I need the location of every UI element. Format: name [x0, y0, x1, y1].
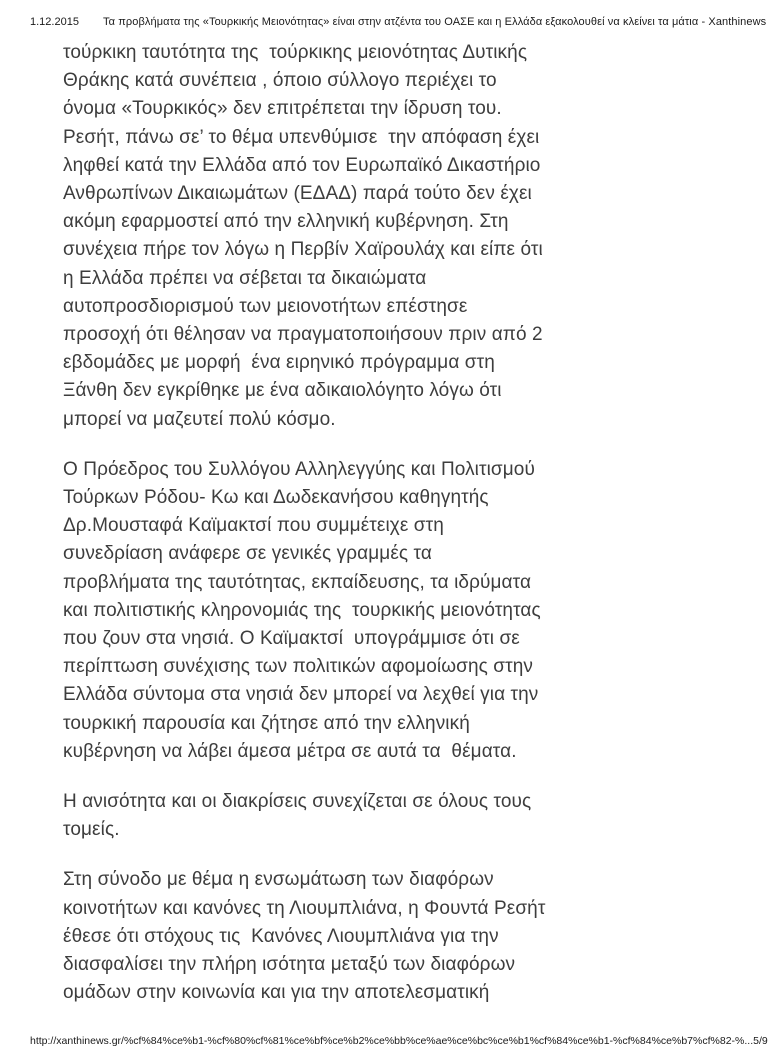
text-line: εβδομάδες με μορφή ένα ειρηνικό πρόγραμμα στη	[63, 352, 495, 374]
text-line: διασφαλίσει την πλήρη ισότητα μεταξύ των διαφόρων	[63, 954, 516, 976]
print-header	[30, 16, 767, 30]
footer-page-number: 5/9	[753, 1035, 768, 1047]
text-line: Ξάνθη δεν εγκρίθηκε με ένα αδικαιολόγητο λόγω ότι	[63, 380, 502, 402]
text-line: τομείς.	[63, 819, 120, 841]
text-line: Δρ.Μουσταφά Καϊμακτσί που συμμέτειχε στη	[63, 515, 444, 537]
text-line: Στη σύνοδο με θέμα η ενσωμάτωση των διαφόρων	[63, 869, 494, 891]
header-date: 1.12.2015	[30, 16, 79, 28]
text-line: ακόμη εφαρμοστεί από την ελληνική κυβέρνηση. Στη	[63, 211, 509, 233]
text-line: τουρκική παρουσία και ζήτησε από την ελληνική	[63, 712, 470, 734]
text-line: κυβέρνηση να λάβει άμεσα μέτρα σε αυτά τα θέματα.	[63, 740, 517, 762]
text-line: συνέχεια πήρε τον λόγω η Περβίν Χαϊρουλάχ και είπε ότι	[63, 239, 543, 261]
text-line: μπορεί να μαζευτεί πολύ κόσμο.	[63, 408, 336, 430]
text-line: ληφθεί κατά την Ελλάδα από τον Ευρωπαϊκό Δικαστήριο	[63, 154, 541, 176]
text-line: Ρεσήτ, πάνω σε’ το θέμα υπενθύμισε την απόφαση έχει	[63, 126, 540, 148]
text-line: Ελλάδα σύντομα στα νησιά δεν μπορεί να λεχθεί για την	[63, 684, 539, 706]
text-line: Θράκης κατά συνέπεια , όποιο σύλλογο περιέχει το	[63, 70, 497, 92]
text-line: Τούρκων Ρόδου- Κω και Δωδεκανήσου καθηγητής	[63, 487, 489, 509]
text-line: Ο Πρόεδρος του Συλλόγου Αλληλεγγύης και Πολιτισμού	[63, 458, 535, 480]
text-line: προβλήματα της ταυτότητας, εκπαίδευσης, τα ιδρύματα	[63, 571, 532, 593]
text-line: όνομα «Τουρκικός» δεν επιτρέπεται την ίδρυση του.	[63, 98, 502, 120]
article-body	[63, 39, 546, 1008]
text-line: αυτοπροσδιορισμού των μειονοτήτων επέστησε	[63, 295, 468, 317]
text-line: συνεδρίαση ανάφερε σε γενικές γραμμές τα	[63, 543, 432, 565]
header-document-title: Τα προβλήματα της «Τουρκικής Μειονότητας» είναι στην ατζέντα του ΟΑΣΕ και η Ελλάδα εξακολουθεί να κλείνει τα μάτια - Xanthinews	[103, 16, 767, 28]
text-line: η Ελλάδα πρέπει να σέβεται τα δικαιώματα	[63, 267, 427, 289]
footer-source-url: http://xanthinews.gr/%cf%84%ce%b1-%cf%80%cf%81%ce%bf%ce%b2%ce%bb%ce%ae%ce%bc%ce%b1%cf%84%ce%b1-%cf%84%ce%b7%cf%82-%...	[30, 1035, 754, 1047]
text-line: έθεσε ότι στόχους τις Κανόνες Λιουμπλιάνα για την	[63, 925, 499, 947]
text-line: ομάδων στην κοινωνία και για την αποτελεσματική	[63, 982, 490, 1004]
text-line: Η ανισότητα και οι διακρίσεις συνεχίζεται σε όλους τους	[63, 791, 532, 813]
text-line: και πολιτιστικής κληρονομιάς της τουρκικής μειονότητας	[63, 599, 541, 621]
paragraph	[63, 866, 546, 1007]
paragraph	[63, 788, 532, 844]
print-footer	[30, 1035, 768, 1047]
paragraph	[63, 456, 541, 766]
text-line: Ανθρωπίνων Δικαιωμάτων (ΕΔΑΔ) παρά τούτο δεν έχει	[63, 183, 532, 205]
text-line: τούρκικη ταυτότητα της τούρκικης μειονότητας Δυτικής	[63, 42, 528, 63]
text-line: που ζουν στα νησιά. Ο Καϊμακτσί υπογράμμισε ότι σε	[63, 628, 520, 650]
text-line: προσοχή ότι θέλησαν να πραγματοποιήσουν πριν από 2	[63, 324, 543, 346]
paragraph	[63, 39, 543, 434]
text-line: κοινοτήτων και κανόνες τη Λιουμπλιάνα, η Φουντά Ρεσήτ	[63, 897, 546, 919]
text-line: περίπτωση συνέχισης των πολιτικών αφομοίωσης στην	[63, 656, 533, 678]
